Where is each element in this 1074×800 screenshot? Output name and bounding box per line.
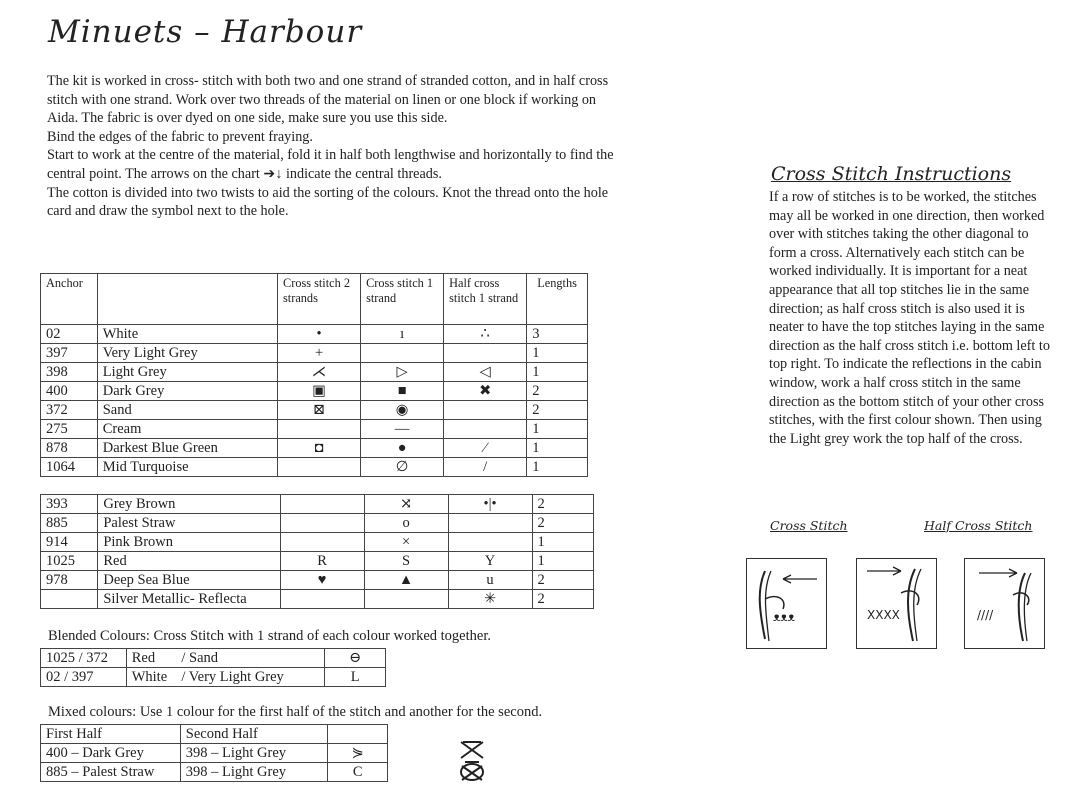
anchor-cell: 400 xyxy=(41,382,98,401)
symbol-cell: ı xyxy=(361,325,444,344)
table-row xyxy=(41,514,594,533)
thread-table-1 xyxy=(40,273,588,477)
colour-cell: Mid Turquoise xyxy=(97,458,277,477)
first-half-cell: 400 – Dark Grey xyxy=(41,744,181,763)
symbol-cell: ⊠ xyxy=(278,401,361,420)
colour-cell: Deep Sea Blue xyxy=(98,571,280,590)
length-cell: 2 xyxy=(532,514,593,533)
needle-diagram-icon xyxy=(965,559,1044,648)
symbol-cell xyxy=(280,590,364,609)
symbol-cell xyxy=(361,344,444,363)
thread-table-2 xyxy=(40,494,594,609)
symbol-cell: + xyxy=(278,344,361,363)
anchor-cell: 878 xyxy=(41,439,98,458)
anchor-cell: 398 xyxy=(41,363,98,382)
intro-paragraph: Bind the edges of the fabric to prevent fraying. xyxy=(47,128,313,145)
colour-cell: Cream xyxy=(97,420,277,439)
needle-diagram-icon xyxy=(747,559,826,648)
header-first-half: First Half xyxy=(41,725,181,744)
symbol-cell xyxy=(444,344,527,363)
colour-cell: Red xyxy=(126,649,176,668)
length-cell: 2 xyxy=(527,401,588,420)
header-half-cross: Half cross stitch 1 strand xyxy=(444,274,527,325)
table-row xyxy=(41,420,588,439)
colour-cell: Darkest Blue Green xyxy=(97,439,277,458)
length-cell: 1 xyxy=(527,420,588,439)
length-cell: 1 xyxy=(532,533,593,552)
table-row xyxy=(41,401,588,420)
table-row xyxy=(41,571,594,590)
anchor-cell: 02 xyxy=(41,325,98,344)
symbol-cell: S xyxy=(364,552,448,571)
table-row xyxy=(41,649,386,668)
symbol-cell: ▲ xyxy=(364,571,448,590)
table-row xyxy=(41,590,594,609)
symbol-cell: ⋌ xyxy=(278,363,361,382)
intro-text xyxy=(47,72,627,221)
symbol-cell: ♥ xyxy=(280,571,364,590)
symbol-cell xyxy=(448,514,532,533)
length-cell: 1 xyxy=(532,552,593,571)
colour-cell: Silver Metallic- Reflecta xyxy=(98,590,280,609)
symbol-cell xyxy=(364,590,448,609)
anchor-cell: 02 / 397 xyxy=(41,668,127,687)
symbol-cell: ◉ xyxy=(361,401,444,420)
instructions-text: If a row of stitches is to be worked, the stitches may all be worked in one direction, then worked over with stitches taking the other diagonal to form a cross. Alternatively each stitch can be worked individually. It is important for a neat appearance that all top stitches lie in the same direction; as half cross stitch is also used it is neater to have the top stitches laying in the same direction as the half cross stitch i.e. bottom left to top right. To indicate the reflections in the cabin window, work a half cross stitch in the same direction as the bottom stitch of your other cross stitches, with the first colour shown. Then using the Light grey work the top half of the cross. xyxy=(769,189,1050,447)
symbol-cell xyxy=(444,401,527,420)
symbol-cell: ⋟ xyxy=(328,744,388,763)
length-cell: 1 xyxy=(527,458,588,477)
anchor-cell: 978 xyxy=(41,571,98,590)
anchor-cell: 275 xyxy=(41,420,98,439)
mixed-table xyxy=(40,724,388,782)
symbol-cell xyxy=(280,514,364,533)
table-row xyxy=(41,668,386,687)
length-cell: 1 xyxy=(527,344,588,363)
symbol-cell: ⤨ xyxy=(364,495,448,514)
svg-text:////: //// xyxy=(977,608,994,622)
symbol-cell: ◁ xyxy=(444,363,527,382)
central-arrows-icon xyxy=(457,738,487,784)
header-anchor: Anchor xyxy=(41,274,98,325)
header-cross-2: Cross stitch 2 strands xyxy=(278,274,361,325)
anchor-cell: 1025 / 372 xyxy=(41,649,127,668)
anchor-cell: 1025 xyxy=(41,552,98,571)
colour-cell: / Very Light Grey xyxy=(176,668,324,687)
intro-paragraph: The kit is worked in cross- stitch with both two and one strand of stranded cotton, and in half cross stitch with one strand. Work over two threads of the material on linen or one block if working on Aida. The fabric is over dyed on one side, make sure you use this side. xyxy=(47,73,609,127)
header-symbol xyxy=(328,725,388,744)
half-cross-stitch-diagram xyxy=(964,558,1045,649)
page-title: Minuets – Harbour xyxy=(48,14,363,50)
table-row xyxy=(41,344,588,363)
symbol-cell: ● xyxy=(361,439,444,458)
header-cross-1: Cross stitch 1 strand xyxy=(361,274,444,325)
table-row xyxy=(41,495,594,514)
table-header-row xyxy=(41,274,588,325)
intro-paragraph: Start to work at the centre of the material, fold it in half both lengthwise and horizontally to find the central point. The arrows on the chart ➔↓ indicate the central threads. xyxy=(47,147,614,182)
symbol-cell: C xyxy=(328,763,388,782)
anchor-cell: 397 xyxy=(41,344,98,363)
table-row xyxy=(41,744,388,763)
anchor-cell: 1064 xyxy=(41,458,98,477)
table-row xyxy=(41,552,594,571)
instructions-title: Cross Stitch Instructions xyxy=(771,163,1012,185)
symbol-cell xyxy=(278,458,361,477)
length-cell: 2 xyxy=(532,590,593,609)
symbol-cell: ■ xyxy=(361,382,444,401)
symbol-cell: L xyxy=(325,668,386,687)
symbol-cell: ∴ xyxy=(444,325,527,344)
table-row xyxy=(41,363,588,382)
anchor-cell: 885 xyxy=(41,514,98,533)
svg-text:XXXX: XXXX xyxy=(867,608,900,622)
cross-stitch-diagram-2 xyxy=(856,558,937,649)
cross-stitch-diagram-1 xyxy=(746,558,827,649)
symbol-cell: Y xyxy=(448,552,532,571)
second-half-cell: 398 – Light Grey xyxy=(180,763,328,782)
table-row xyxy=(41,382,588,401)
length-cell: 1 xyxy=(527,439,588,458)
blended-intro: Blended Colours: Cross Stitch with 1 strand of each colour worked together. xyxy=(48,628,491,644)
symbol-cell: ▷ xyxy=(361,363,444,382)
colour-cell: Grey Brown xyxy=(98,495,280,514)
symbol-cell: ✖ xyxy=(444,382,527,401)
svg-text:ᴥᴥᴥ: ᴥᴥᴥ xyxy=(773,610,795,624)
colour-cell: White xyxy=(97,325,277,344)
symbol-cell: o xyxy=(364,514,448,533)
colour-cell: Red xyxy=(98,552,280,571)
colour-cell: Palest Straw xyxy=(98,514,280,533)
symbol-cell xyxy=(448,533,532,552)
symbol-cell: ◘ xyxy=(278,439,361,458)
symbol-cell: R xyxy=(280,552,364,571)
header-lengths: Lengths xyxy=(527,274,588,325)
colour-cell: Pink Brown xyxy=(98,533,280,552)
colour-cell: Dark Grey xyxy=(97,382,277,401)
needle-diagram-icon xyxy=(857,559,936,648)
symbol-cell xyxy=(280,533,364,552)
length-cell: 3 xyxy=(527,325,588,344)
symbol-cell: / xyxy=(444,458,527,477)
table-row xyxy=(41,533,594,552)
first-half-cell: 885 – Palest Straw xyxy=(41,763,181,782)
symbol-cell xyxy=(444,420,527,439)
symbol-cell: ✳ xyxy=(448,590,532,609)
header-second-half: Second Half xyxy=(180,725,328,744)
length-cell: 2 xyxy=(527,382,588,401)
header-name xyxy=(97,274,277,325)
table-row xyxy=(41,458,588,477)
colour-cell: Sand xyxy=(97,401,277,420)
symbol-cell: u xyxy=(448,571,532,590)
anchor-cell: 914 xyxy=(41,533,98,552)
second-half-cell: 398 – Light Grey xyxy=(180,744,328,763)
mixed-intro: Mixed colours: Use 1 colour for the first half of the stitch and another for the second. xyxy=(48,704,543,720)
symbol-cell: — xyxy=(361,420,444,439)
cross-stitch-label: Cross Stitch xyxy=(770,518,848,533)
symbol-cell: ∅ xyxy=(361,458,444,477)
length-cell: 2 xyxy=(532,571,593,590)
table-row xyxy=(41,325,588,344)
anchor-cell: 372 xyxy=(41,401,98,420)
symbol-cell: ⁄ xyxy=(444,439,527,458)
anchor-cell: 393 xyxy=(41,495,98,514)
anchor-cell xyxy=(41,590,98,609)
length-cell: 2 xyxy=(532,495,593,514)
table-header-row xyxy=(41,725,388,744)
intro-paragraph: The cotton is divided into two twists to aid the sorting of the colours. Knot the thread onto the hole card and draw the symbol next to the hole. xyxy=(47,184,609,220)
half-cross-stitch-label: Half Cross Stitch xyxy=(924,518,1033,533)
symbol-cell: × xyxy=(364,533,448,552)
colour-cell: / Sand xyxy=(176,649,324,668)
symbol-cell: • xyxy=(278,325,361,344)
symbol-cell xyxy=(280,495,364,514)
colour-cell: Very Light Grey xyxy=(97,344,277,363)
table-row xyxy=(41,439,588,458)
blended-table xyxy=(40,648,386,687)
symbol-cell xyxy=(278,420,361,439)
symbol-cell: ⊖ xyxy=(325,649,386,668)
colour-cell: Light Grey xyxy=(97,363,277,382)
table-row xyxy=(41,763,388,782)
symbol-cell: ▣ xyxy=(278,382,361,401)
symbol-cell: •|• xyxy=(448,495,532,514)
length-cell: 1 xyxy=(527,363,588,382)
colour-cell: White xyxy=(126,668,176,687)
